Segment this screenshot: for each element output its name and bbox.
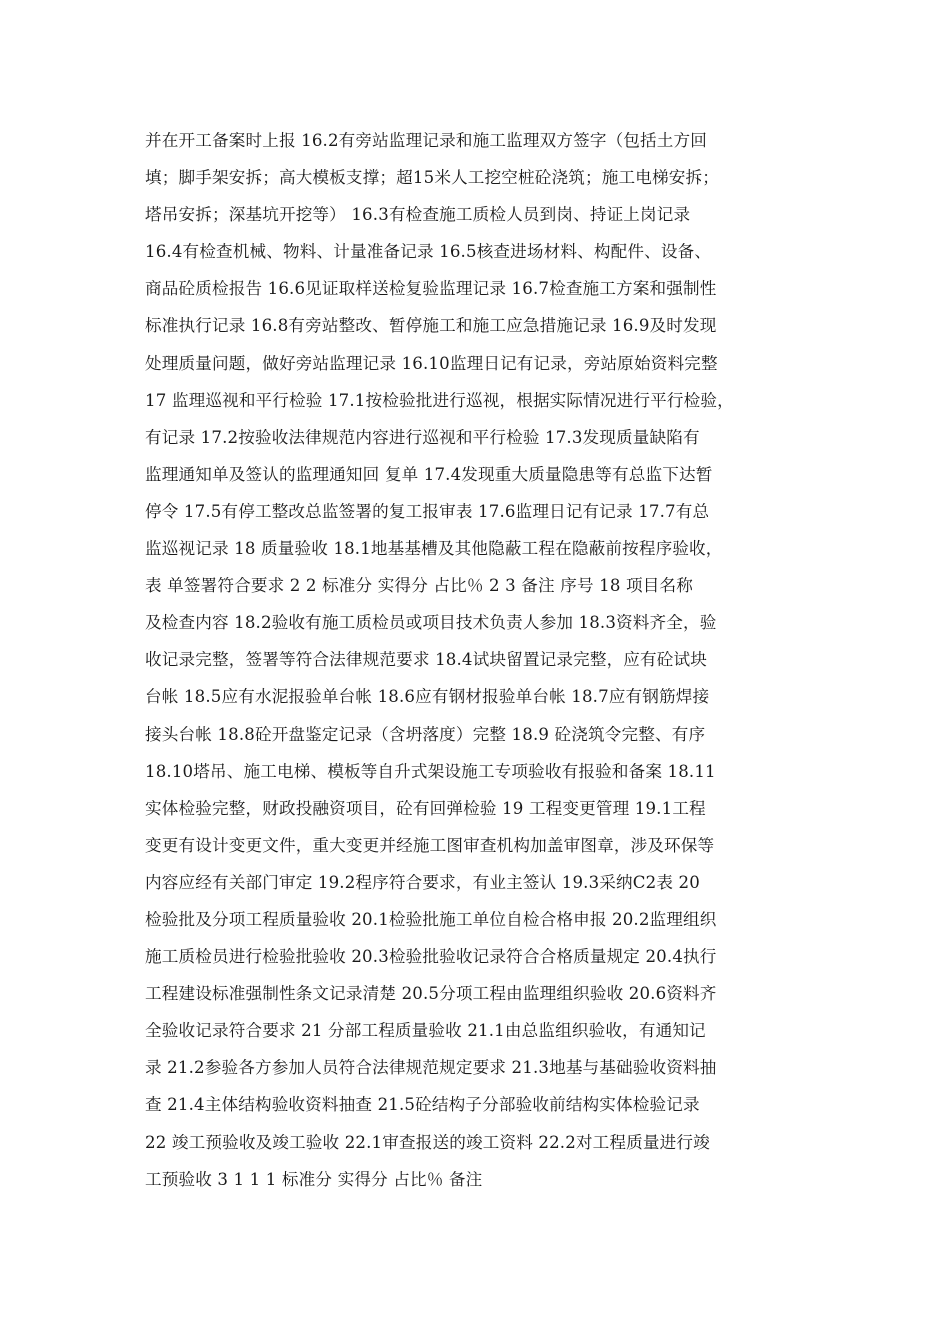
text-line: 台帐 18.5应有水泥报验单台帐 18.6应有钢材报验单台帐 18.7应有钢筋焊接: [145, 687, 710, 707]
text-line: 查 21.4主体结构验收资料抽查 21.5砼结构子分部验收前结构实体检验记录: [145, 1095, 700, 1115]
text-line: 监理通知单及签认的监理通知回 复单 17.4发现重大质量隐患等有总监下达暂: [145, 464, 713, 484]
text-line: 表 单签署符合要求 2 2 标准分 实得分 占比％ 2 3 备注 序号 18 项目名称: [145, 576, 693, 596]
text-line: 停令 17.5有停工整改总监签署的复工报审表 17.6监理日记有记录 17.7有总: [145, 501, 710, 521]
text-line: 18.10塔吊、施工电梯、模板等自升式架设施工专项验收有报验和备案 18.11: [145, 761, 716, 781]
text-line: 标准执行记录 16.8有旁站整改、暂停施工和施工应急措施记录 16.9及时发现: [145, 316, 717, 336]
text-line: 实体检验完整，财政投融资项目，砼有回弹检验 19 工程变更管理 19.1工程: [145, 798, 706, 818]
text-line: 塔吊安拆；深基坑开挖等） 16.3有检查施工质检人员到岗、持证上岗记录: [145, 205, 691, 225]
text-line: 检验批及分项工程质量验收 20.1检验批施工单位自检合格申报 20.2监理组织: [145, 909, 717, 929]
body-text: [145, 122, 825, 1198]
text-line: 录 21.2参验各方参加人员符合法律规范规定要求 21.3地基与基础验收资料抽: [145, 1058, 717, 1078]
text-line: 收记录完整，签署等符合法律规范要求 18.4试块留置记录完整，应有砼试块: [145, 650, 708, 670]
text-line: 处理质量问题，做好旁站监理记录 16.10监理日记有记录，旁站原始资料完整: [145, 353, 718, 373]
text-line: 工程建设标准强制性条文记录清楚 20.5分项工程由监理组织验收 20.6资料齐: [145, 984, 717, 1004]
text-line: 17 监理巡视和平行检验 17.1按检验批进行巡视，根据实际情况进行平行检验，: [145, 390, 734, 410]
text-line: 内容应经有关部门审定 19.2程序符合要求，有业主签认 19.3采纳C2表 20: [145, 872, 700, 892]
text-line: 及检查内容 18.2验收有施工质检员或项目技术负责人参加 18.3资料齐全，验: [145, 613, 717, 633]
text-line: 16.4有检查机械、物料、计量准备记录 16.5核查进场材料、构配件、设备、: [145, 242, 712, 262]
text-line: 商品砼质检报告 16.6见证取样送检复验监理记录 16.7检查施工方案和强制性: [145, 279, 717, 299]
text-line: 并在开工备案时上报 16.2有旁站监理记录和施工监理双方签字（包括土方回: [145, 131, 708, 150]
text-line: 施工质检员进行检验批验收 20.3检验批验收记录符合合格质量规定 20.4执行: [145, 947, 717, 967]
text-line: 工预验收 3 1 1 1 标准分 实得分 占比％ 备注: [145, 1169, 483, 1189]
text-line: 有记录 17.2按验收法律规范内容进行巡视和平行检验 17.3发现质量缺陷有: [145, 427, 700, 447]
text-line: 监巡视记录 18 质量验收 18.1地基基槽及其他隐蔽工程在隐蔽前按程序验收，: [145, 539, 723, 559]
text-line: 全验收记录符合要求 21 分部工程质量验收 21.1由总监组织验收，有通知记: [145, 1021, 706, 1041]
text-line: 填；脚手架安拆；高大模板支撑；超15米人工挖空桩砼浇筑；施工电梯安拆；: [145, 168, 719, 188]
text-line: 变更有设计变更文件，重大变更并经施工图审查机构加盖审图章，涉及环保等: [145, 835, 715, 855]
text-line: 接头台帐 18.8砼开盘鉴定记录（含坍落度）完整 18.9 砼浇筑令完整、有序: [145, 724, 706, 744]
text-line: 22 竣工预验收及竣工验收 22.1审查报送的竣工资料 22.2对工程质量进行竣: [145, 1132, 710, 1152]
